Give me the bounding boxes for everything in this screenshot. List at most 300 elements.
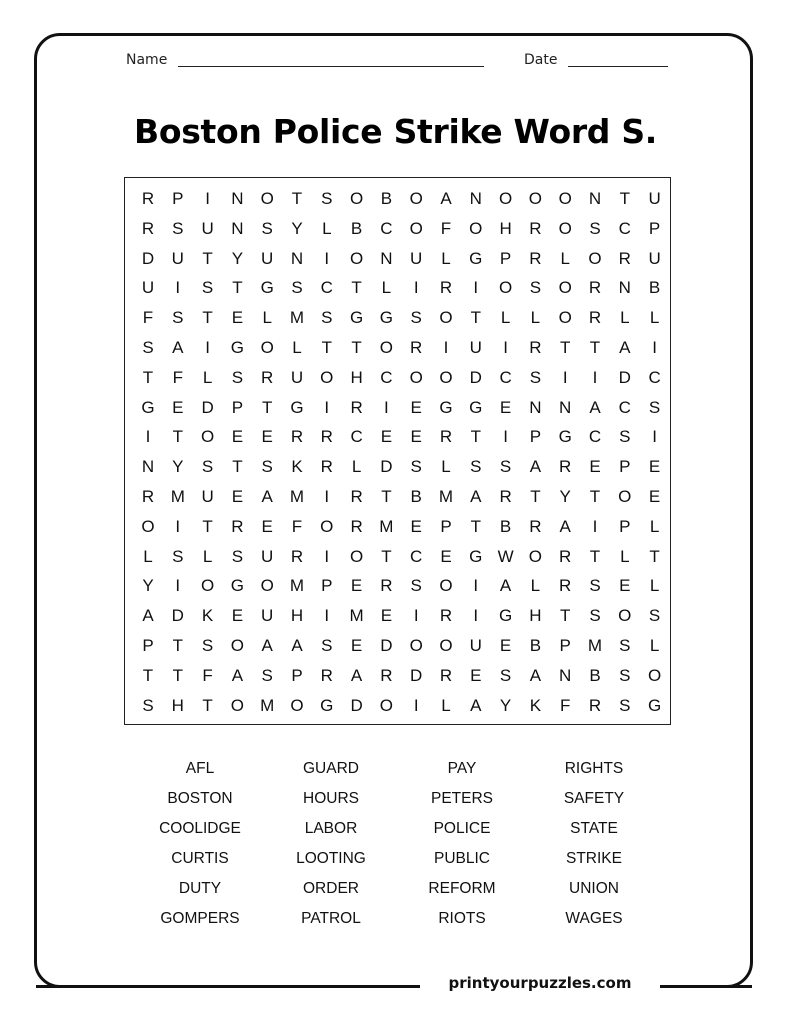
word-list-item: LABOR: [304, 820, 358, 837]
grid-letter: O: [439, 636, 453, 655]
grid-letter: O: [200, 427, 215, 447]
grid-letter: S: [172, 546, 184, 566]
grid-letter: N: [141, 457, 155, 477]
grid-letter: D: [410, 665, 423, 685]
grid-letter: A: [142, 606, 154, 626]
grid-letter: A: [261, 487, 273, 506]
grid-letter: T: [559, 338, 571, 357]
grid-letter: D: [201, 397, 214, 417]
grid-letter: D: [618, 367, 631, 387]
grid-letter: I: [324, 546, 330, 566]
grid-letter: M: [587, 636, 603, 655]
word-list-item: LOOTING: [296, 850, 366, 867]
grid-letter: C: [410, 546, 423, 566]
grid-letter: H: [499, 218, 512, 238]
grid-letter: H: [290, 606, 304, 626]
grid-letter: O: [230, 636, 244, 655]
grid-letter: L: [351, 457, 362, 477]
grid-letter: I: [473, 576, 479, 596]
grid-letter: G: [320, 695, 334, 715]
grid-letter: S: [410, 308, 422, 328]
grid-letter: R: [559, 457, 572, 477]
grid-letter: T: [649, 546, 660, 566]
grid-letter: R: [141, 487, 155, 506]
grid-letter: A: [231, 665, 244, 685]
grid-letter: U: [648, 248, 661, 268]
word-list-item: PAY: [447, 760, 477, 777]
grid-letter: T: [232, 457, 243, 477]
grid-letter: K: [291, 457, 303, 477]
grid-letter: O: [141, 516, 155, 536]
grid-letter: R: [439, 427, 453, 447]
word-list-item: BOSTON: [167, 790, 233, 807]
grid-letter: U: [201, 218, 214, 238]
grid-letter: E: [231, 427, 244, 447]
grid-letter: S: [648, 606, 661, 626]
grid-letter: O: [528, 546, 542, 566]
grid-letter: W: [497, 546, 514, 566]
grid-letter: A: [589, 397, 601, 417]
word-list-item: DUTY: [178, 880, 222, 897]
grid-letter: G: [439, 397, 453, 417]
footer-rule-right: [668, 985, 752, 988]
grid-letter: N: [380, 248, 393, 268]
grid-letter: S: [410, 457, 422, 477]
grid-letter: L: [649, 516, 660, 536]
date-line: [568, 66, 668, 67]
grid-letter: E: [440, 546, 452, 566]
grid-letter: T: [470, 427, 481, 447]
grid-letter: U: [261, 248, 274, 268]
grid-letter: R: [529, 248, 542, 268]
grid-letter: B: [380, 189, 393, 208]
grid-letter: F: [142, 308, 154, 328]
grid-letter: A: [499, 576, 512, 596]
grid-letter: T: [351, 278, 362, 298]
grid-letter: O: [320, 367, 334, 387]
grid-letter: C: [618, 397, 631, 417]
grid-letter: I: [324, 397, 330, 417]
grid-letter: I: [175, 576, 181, 596]
grid-letter: I: [324, 248, 330, 268]
grid-letter: G: [469, 546, 483, 566]
grid-letter: B: [410, 487, 422, 506]
grid-letter: A: [529, 457, 542, 477]
grid-letter: O: [349, 546, 364, 566]
grid-letter: L: [649, 308, 660, 328]
grid-letter: P: [172, 189, 184, 208]
grid-letter: D: [350, 695, 363, 715]
grid-letter: A: [172, 338, 184, 357]
grid-letter: O: [558, 308, 572, 328]
grid-letter: A: [529, 665, 542, 685]
grid-letter: S: [499, 665, 512, 685]
grid-letter: Y: [231, 248, 244, 268]
word-list-item: POLICE: [433, 820, 491, 837]
grid-letter: T: [261, 397, 273, 417]
grid-letter: T: [470, 308, 481, 328]
grid-letter: T: [559, 606, 571, 626]
grid-letter: T: [202, 308, 213, 328]
grid-letter: R: [141, 218, 155, 238]
grid-letter: R: [350, 516, 363, 536]
grid-letter: T: [381, 546, 392, 566]
grid-letter: S: [231, 546, 244, 566]
grid-letter: L: [262, 308, 272, 328]
word-list-item: RIOTS: [438, 910, 486, 927]
grid-letter: R: [529, 218, 542, 238]
grid-letter: M: [438, 487, 454, 506]
grid-letter: E: [350, 576, 363, 596]
grid-letter: G: [558, 427, 572, 447]
grid-letter: N: [231, 189, 244, 208]
grid-letter: Y: [499, 695, 512, 715]
grid-letter: O: [260, 189, 274, 208]
grid-letter: T: [321, 338, 332, 357]
grid-letter: E: [231, 487, 244, 506]
grid-letter: E: [261, 427, 273, 447]
grid-letter: G: [290, 397, 304, 417]
grid-letter: E: [172, 397, 184, 417]
grid-letter: L: [500, 308, 511, 328]
grid-letter: I: [503, 427, 508, 447]
word-list-item: GUARD: [303, 760, 359, 777]
grid-letter: S: [589, 576, 601, 596]
grid-letter: S: [201, 457, 214, 477]
grid-letter: F: [440, 218, 452, 238]
footer-site: printyourpuzzles.com: [420, 974, 660, 992]
grid-letter: S: [291, 278, 303, 298]
grid-letter: T: [172, 427, 183, 447]
grid-letter: R: [350, 397, 363, 417]
grid-letter: R: [559, 576, 572, 596]
word-list-item: PUBLIC: [434, 850, 490, 867]
grid-letter: S: [201, 636, 214, 655]
grid-letter: T: [619, 189, 630, 208]
grid-letter: E: [380, 606, 393, 626]
grid-letter: E: [261, 516, 273, 536]
grid-letter: R: [439, 665, 453, 685]
grid-letter: H: [350, 367, 363, 387]
grid-letter: O: [379, 338, 393, 357]
grid-letter: E: [499, 397, 512, 417]
grid-letter: C: [380, 367, 393, 387]
word-list-item: PETERS: [430, 790, 493, 807]
word-list-item: COOLIDGE: [159, 820, 241, 837]
grid-letter: R: [290, 427, 304, 447]
grid-letter: O: [618, 487, 632, 506]
grid-letter: E: [589, 457, 601, 477]
grid-letter: U: [410, 248, 423, 268]
grid-letter: U: [290, 367, 304, 387]
grid-letter: G: [230, 338, 244, 357]
grid-letter: B: [648, 278, 661, 298]
grid-letter: S: [589, 606, 601, 626]
grid-letter: E: [499, 636, 512, 655]
grid-letter: M: [289, 308, 305, 328]
grid-letter: O: [349, 248, 364, 268]
grid-letter: L: [620, 546, 630, 566]
grid-letter: U: [648, 189, 661, 208]
word-list-item: STATE: [570, 820, 618, 837]
grid-letter: N: [559, 397, 572, 417]
footer-rule-left: [36, 985, 412, 988]
grid-letter: E: [648, 487, 661, 506]
grid-letter: R: [499, 487, 512, 506]
grid-letter: L: [530, 576, 541, 596]
grid-letter: E: [470, 665, 482, 685]
grid-letter: S: [231, 367, 244, 387]
grid-letter: O: [558, 278, 572, 298]
grid-letter: I: [592, 367, 598, 387]
grid-letter: O: [409, 218, 423, 238]
grid-letter: P: [529, 427, 542, 447]
grid-letter: M: [289, 487, 305, 506]
grid-letter: C: [648, 367, 661, 387]
grid-letter: O: [558, 218, 572, 238]
grid-letter: S: [619, 695, 631, 715]
grid-letter: U: [469, 636, 482, 655]
grid-letter: I: [413, 606, 419, 626]
grid-letter: H: [171, 695, 184, 715]
grid-letter: G: [498, 606, 513, 626]
grid-letter: S: [529, 367, 542, 387]
grid-letter: I: [652, 427, 657, 447]
grid-letter: O: [647, 665, 662, 685]
grid-letter: E: [350, 636, 363, 655]
word-list-item: UNION: [569, 880, 619, 897]
grid-letter: S: [142, 338, 154, 357]
grid-letter: N: [559, 665, 572, 685]
grid-letter: P: [231, 397, 244, 417]
grid-letter: L: [381, 278, 392, 298]
grid-letter: F: [291, 516, 303, 536]
grid-letter: P: [440, 516, 452, 536]
grid-letter: S: [321, 636, 333, 655]
grid-letter: S: [619, 665, 631, 685]
word-search-grid: [124, 177, 671, 725]
grid-letter: E: [410, 397, 422, 417]
grid-letter: Y: [559, 487, 571, 506]
grid-letter: O: [498, 278, 513, 298]
grid-letter: U: [261, 606, 274, 626]
grid-letter: A: [440, 189, 452, 208]
grid-letter: S: [172, 218, 184, 238]
grid-letter: Y: [142, 576, 154, 596]
word-list-item: WAGES: [565, 910, 623, 927]
name-line: [178, 66, 484, 67]
grid-letter: O: [349, 189, 364, 208]
grid-letter: R: [350, 487, 363, 506]
grid-letter: A: [470, 487, 482, 506]
grid-letter: T: [202, 248, 213, 268]
grid-letter: K: [529, 695, 542, 715]
grid-letter: I: [652, 338, 657, 357]
grid-letter: O: [439, 308, 453, 328]
grid-letter: D: [469, 367, 482, 387]
grid-letter: O: [409, 636, 423, 655]
grid-letter: M: [170, 487, 185, 506]
grid-letter: S: [261, 665, 273, 685]
grid-letter: F: [172, 367, 183, 387]
grid-letter: O: [498, 189, 513, 208]
grid-letter: O: [618, 606, 632, 626]
grid-letter: S: [470, 457, 482, 477]
grid-letter: E: [231, 308, 244, 328]
grid-letter: R: [529, 516, 542, 536]
grid-letter: P: [321, 576, 333, 596]
grid-letter: L: [292, 338, 302, 357]
word-list-item: HOURS: [303, 790, 359, 807]
grid-letter: C: [320, 278, 333, 298]
grid-letter: E: [380, 427, 393, 447]
grid-letter: P: [142, 636, 154, 655]
grid-letter: G: [469, 397, 483, 417]
grid-letter: M: [260, 695, 275, 715]
grid-letter: R: [320, 427, 333, 447]
grid-letter: N: [231, 218, 244, 238]
word-list-item: REFORM: [428, 880, 496, 897]
word-list-item: AFL: [185, 760, 215, 777]
grid-letter: L: [649, 576, 660, 596]
grid-letter: P: [559, 636, 571, 655]
grid-letter: U: [261, 546, 274, 566]
grid-letter: E: [619, 576, 631, 596]
grid-letter: T: [589, 546, 601, 566]
grid-letter: T: [351, 338, 362, 357]
grid-letter: R: [290, 546, 304, 566]
grid-letter: Y: [172, 457, 184, 477]
grid-letter: O: [528, 189, 542, 208]
grid-letter: T: [172, 665, 183, 685]
grid-letter: T: [202, 695, 213, 715]
grid-letter: L: [441, 248, 451, 268]
grid-letter: S: [619, 427, 631, 447]
grid-letter: P: [291, 665, 303, 685]
name-label: Name: [126, 52, 168, 68]
grid-letter: U: [469, 338, 482, 357]
grid-letter: R: [529, 338, 542, 357]
grid-letter: S: [619, 636, 631, 655]
grid-letter: C: [618, 218, 631, 238]
grid-letter: L: [560, 248, 570, 268]
grid-letter: M: [289, 576, 305, 596]
word-list-item: SAFETY: [563, 790, 625, 807]
grid-letter: R: [320, 457, 333, 477]
grid-letter: D: [141, 248, 155, 268]
grid-letter: A: [559, 516, 571, 536]
grid-letter: N: [618, 278, 631, 298]
grid-letter: R: [410, 338, 423, 357]
grid-letter: O: [558, 189, 572, 208]
grid-letter: R: [439, 606, 453, 626]
grid-letter: O: [409, 189, 423, 208]
grid-letter: L: [143, 546, 153, 566]
grid-letter: T: [530, 487, 541, 506]
grid-letter: B: [499, 516, 512, 536]
grid-letter: N: [469, 189, 482, 208]
grid-letter: A: [470, 695, 482, 715]
grid-letter: S: [172, 308, 184, 328]
grid-letter: P: [648, 218, 661, 238]
grid-letter: T: [142, 665, 154, 685]
grid-letter: P: [499, 248, 512, 268]
grid-letter: I: [384, 397, 389, 417]
grid-letter: O: [290, 695, 304, 715]
grid-letter: T: [589, 487, 601, 506]
grid-letter: G: [469, 248, 483, 268]
grid-letter: B: [529, 636, 542, 655]
grid-letter: A: [619, 338, 631, 357]
grid-letter: T: [470, 516, 481, 536]
grid-letter: R: [380, 576, 393, 596]
grid-letter: S: [499, 457, 512, 477]
word-list-item: PATROL: [301, 910, 361, 927]
grid-letter: U: [201, 487, 214, 506]
grid-letter: R: [588, 278, 602, 298]
grid-letter: S: [142, 695, 154, 715]
page-title: Boston Police Strike Word S.: [133, 112, 658, 151]
grid-letter: I: [205, 338, 210, 357]
grid-letter: L: [202, 546, 213, 566]
grid-letter: U: [141, 278, 155, 298]
grid-letter: A: [291, 636, 303, 655]
grid-letter: M: [349, 606, 364, 626]
grid-letter: I: [592, 516, 598, 536]
grid-letter: S: [648, 397, 661, 417]
grid-letter: T: [202, 516, 213, 536]
grid-letter: T: [232, 278, 243, 298]
grid-letter: A: [261, 636, 273, 655]
grid-letter: D: [380, 636, 393, 655]
grid-letter: E: [410, 427, 422, 447]
word-list-item: ORDER: [303, 880, 359, 897]
grid-letter: I: [205, 189, 210, 208]
grid-letter: L: [441, 695, 451, 715]
grid-letter: G: [260, 278, 274, 298]
grid-letter: I: [562, 367, 568, 387]
grid-letter: N: [290, 248, 304, 268]
grid-letter: O: [260, 338, 274, 357]
grid-letter: T: [142, 367, 154, 387]
grid-letter: I: [145, 427, 151, 447]
grid-letter: I: [175, 278, 181, 298]
grid-letter: C: [499, 367, 512, 387]
grid-letter: C: [350, 427, 363, 447]
grid-letter: I: [503, 338, 508, 357]
grid-letter: K: [201, 606, 214, 626]
grid-letter: O: [588, 248, 602, 268]
grid-letter: E: [231, 606, 244, 626]
grid-letter: S: [589, 218, 601, 238]
grid-letter: L: [202, 367, 213, 387]
date-label: Date: [524, 52, 558, 68]
grid-letter: S: [201, 278, 214, 298]
grid-letter: B: [350, 218, 363, 238]
grid-letter: I: [473, 278, 479, 298]
grid-letter: R: [141, 189, 155, 208]
grid-letter: O: [439, 367, 453, 387]
grid-letter: L: [530, 308, 541, 328]
grid-letter: L: [620, 308, 630, 328]
grid-letter: O: [439, 576, 453, 596]
grid-letter: A: [350, 665, 363, 685]
grid-letter: R: [320, 665, 333, 685]
grid-letter: P: [619, 516, 631, 536]
grid-letter: G: [141, 397, 155, 417]
grid-letter: B: [589, 665, 601, 685]
grid-letter: S: [529, 278, 542, 298]
